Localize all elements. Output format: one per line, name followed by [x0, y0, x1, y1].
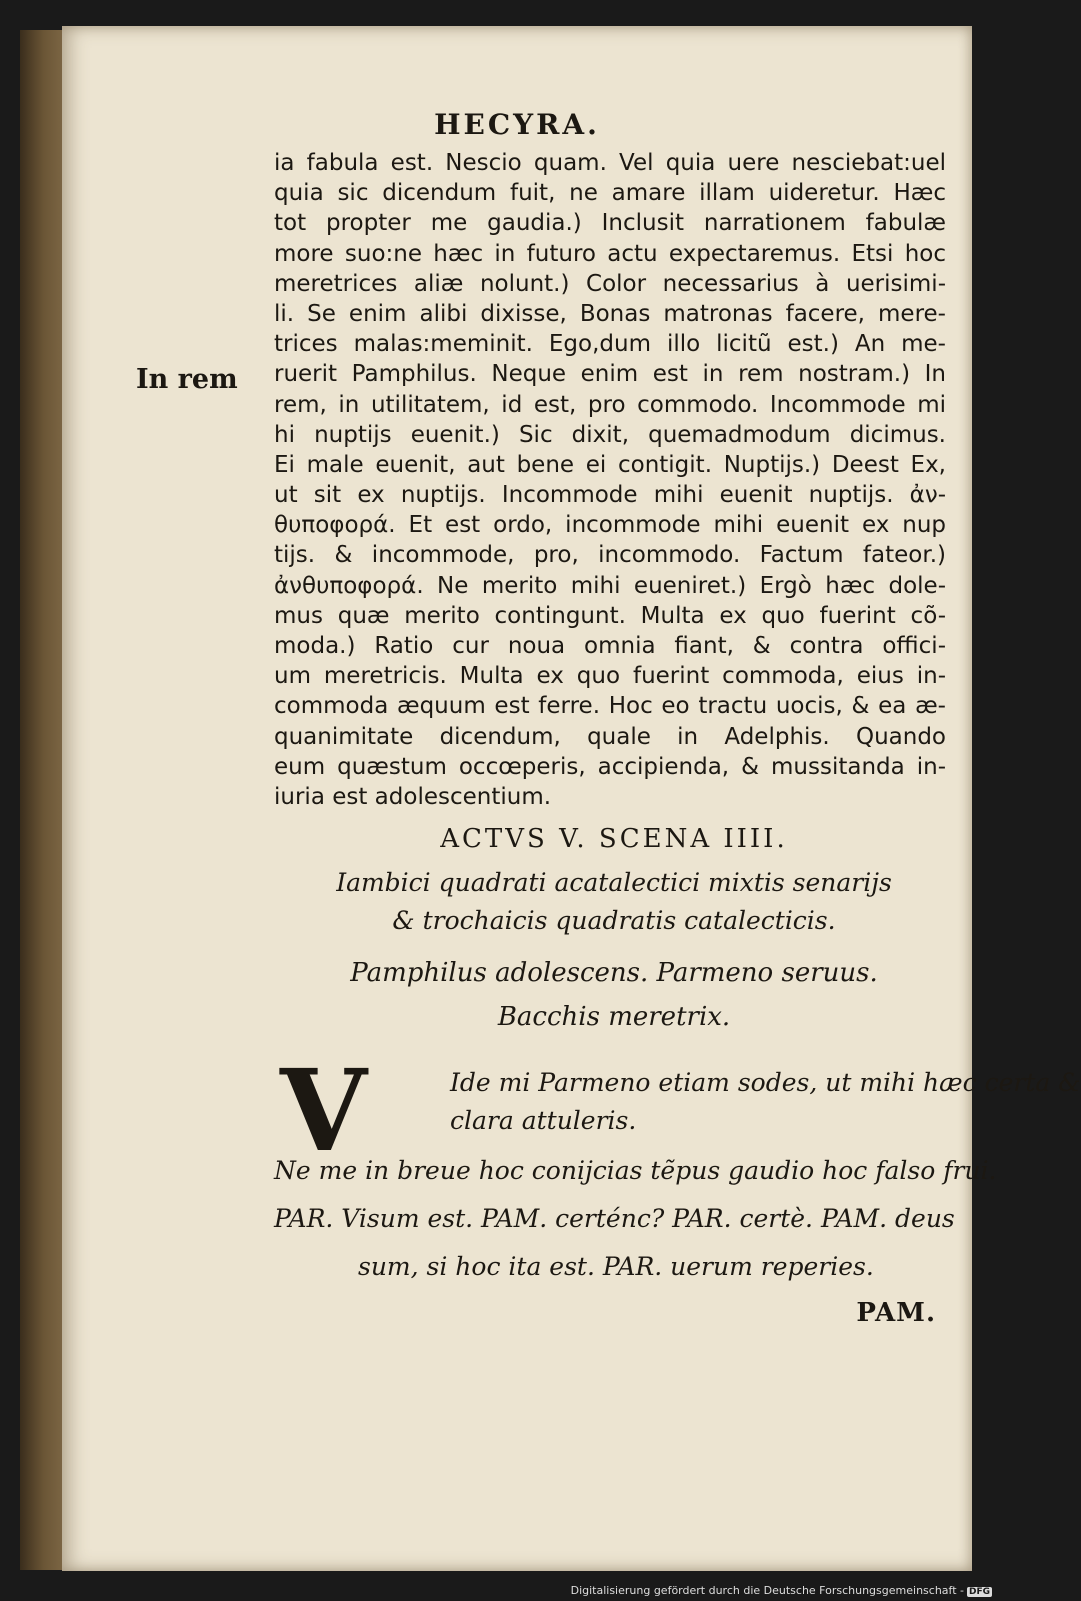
drop-cap-initial: V — [280, 1046, 367, 1177]
digitization-footer — [571, 1584, 992, 1597]
commentary-line: hi nuptijs euenit.) Sic dixit, quemadmodum dicimus. — [274, 421, 946, 448]
book-page — [62, 26, 1081, 1571]
margin-note: In rem — [136, 364, 238, 395]
dramatis-personae: Bacchis meretrix. — [497, 1002, 731, 1032]
commentary-line: commoda æquum est ferre. Hoc eo tractu uocis, & ea æ- — [274, 693, 946, 720]
commentary-line: eum quæstum occœperis, accipienda, & mussitanda in- — [274, 753, 946, 780]
commentary-line: tijs. & incommode, pro, incommodo. Factum fateor.) — [274, 542, 946, 569]
meter-description: Iambici quadrati acatalectici mixtis senarijs — [336, 868, 892, 897]
footer-text: Digitalisierung gefördert durch die Deutsche Forschungsgemeinschaft - — [570, 1584, 964, 1597]
dfg-logo-icon: DFG — [968, 1587, 990, 1597]
catchword: PAM. — [856, 1298, 936, 1328]
commentary-line: more suo:ne hæc in futuro actu expectaremus. Etsi hoc — [274, 240, 946, 267]
commentary-line: trices malas:meminit. Ego,dum illo licitũ est.) An me- — [274, 331, 946, 358]
running-head: HECYRA. — [434, 108, 600, 141]
commentary-line: rem, in utilitatem, id est, pro commodo. Incommode mi — [274, 391, 946, 418]
verse-line: PAR. Visum est. PAM. certénc? PAR. certè. PAM. deus — [274, 1204, 955, 1233]
commentary-text — [274, 148, 946, 812]
commentary-line: mus quæ merito contingunt. Multa ex quo fuerint cõ- — [274, 602, 946, 629]
commentary-line: θυποφορά. Et est ordo, incommode mihi euenit ex nup — [274, 512, 946, 539]
commentary-line: ruerit Pamphilus. Neque enim est in rem nostram.) In — [274, 361, 946, 388]
commentary-line: Ei male euenit, aut bene ei contigit. Nuptijs.) Deest Ex, — [274, 451, 946, 478]
verse-line: clara attuleris. — [450, 1106, 637, 1135]
commentary-line: li. Se enim alibi dixisse, Bonas matronas facere, mere- — [274, 300, 946, 327]
dramatis-personae: Pamphilus adolescens. Parmeno seruus. — [350, 958, 878, 988]
commentary-line: iuria est adolescentium. — [274, 783, 552, 810]
commentary-line: ἀνθυποφορά. Ne merito mihi eueniret.) Ergò hæc dole- — [274, 572, 946, 599]
commentary-line: meretrices aliæ nolunt.) Color necessarius à uerisimi- — [274, 270, 946, 297]
verse-line: sum, si hoc ita est. PAR. uerum reperies. — [358, 1252, 874, 1281]
act-heading: ACTVS V. SCENA IIII. — [440, 824, 788, 854]
commentary-line: ut sit ex nuptijs. Incommode mihi euenit nuptijs. ἀν- — [274, 482, 946, 509]
commentary-line: quanimitate dicendum, quale in Adelphis. Quando — [274, 723, 946, 750]
commentary-line: um meretricis. Multa ex quo fuerint commoda, eius in- — [274, 663, 946, 690]
verse-line: Ide mi Parmeno etiam sodes, ut mihi hæc certa & — [450, 1068, 1081, 1097]
commentary-line: quia sic dicendum fuit, ne amare illam uideretur. Hæc — [274, 180, 946, 207]
meter-description: & trochaicis quadratis catalecticis. — [392, 906, 836, 935]
commentary-line: ia fabula est. Nescio quam. Vel quia uere nesciebat:uel — [274, 150, 946, 176]
commentary-line: tot propter me gaudia.) Inclusit narrationem fabulæ — [274, 210, 946, 237]
verse-line: Ne me in breue hoc conijcias tẽpus gaudio hoc falso frui. — [274, 1156, 997, 1185]
commentary-line: moda.) Ratio cur noua omnia fiant, & contra offici- — [274, 633, 946, 659]
